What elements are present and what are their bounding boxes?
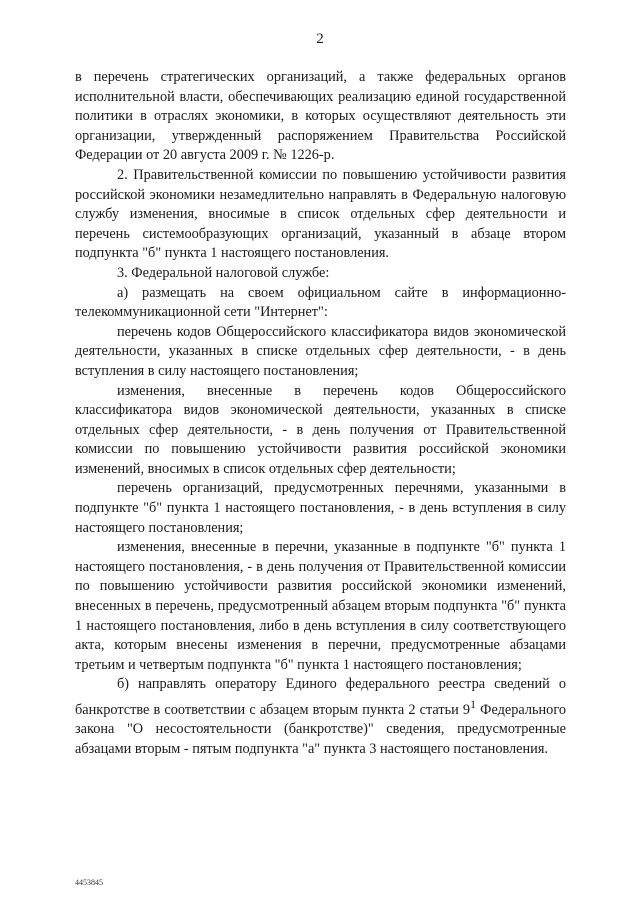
document-code: 4453845: [75, 878, 103, 887]
paragraph-subitem-b-bankruptcy-registry: [75, 675, 566, 759]
paragraph-item-2-government-commission: 2. Правительственной комиссии по повышению устойчивости развития российской экономики незамедлительно направлять в Федеральную налоговую службу изменения, вносимые в список отдельных сфер деятельности и перечень системообразующих организаций, указанный в абзаце втором подпункта "б" пункта 1 настоящего постановления.: [75, 166, 566, 262]
paragraph-subitem-a-publish: а) размещать на своем официальном сайте в информационно-телекоммуникационной сети "Интернет":: [75, 284, 566, 321]
paragraph-okved-codes-changes: изменения, внесенные в перечень кодов Общероссийского классификатора видов экономической деятельности, указанных в списке отдельных сфер деятельности, - в день получения от Правительственной комиссии по повышению устойчивости развития российской экономики изменений, вносимых в список отдельных сфер деятельности;: [75, 382, 566, 477]
paragraph-subitem-b-text-after: Федерального закона "О несостоятельности (банкротстве)" сведения, предусмотренные абзацами вторым - пятым подпункта "а" пункта 3 настоящего постановления.: [75, 701, 566, 757]
paragraph-organizations-list: перечень организаций, предусмотренных перечнями, указанными в подпункте "б" пункта 1 настоящего постановления, - в день вступления в силу настоящего постановления;: [75, 480, 566, 536]
paragraph-subitem-b-text-before: б) направлять оператору Единого федерального реестра сведений о банкротстве в соответствии с абзацем вторым пункта 2 статьи 9: [75, 676, 566, 718]
paragraph-okved-codes-list: перечень кодов Общероссийского классификатора видов экономической деятельности, указанных в списке отдельных сфер деятельности, - в день вступления в силу настоящего постановления;: [75, 323, 566, 379]
article-superscript: 1: [470, 697, 477, 711]
paragraph-strategic-list-continuation: в перечень стратегических организаций, а также федеральных органов исполнительной власти, обеспечивающих реализацию единой государственной политики в отраслях экономики, в которых осуществляют деятельность эти организации, утвержденный распоряжением Правительства Российской Федерации от 20 августа 2009 г. № 1226-р.: [75, 69, 566, 164]
paragraph-organizations-list-changes: изменения, внесенные в перечни, указанные в подпункте "б" пункта 1 настоящего постановления, - в день получения от Правительственной комиссии по повышению устойчивости развития российской экономики изменений, внесенных в перечень, предусмотренный абзацем вторым подпункта "б" пункта 1 настоящего постановления, либо в день вступления в силу соответствующего акта, которым внесены изменения в перечни, предусмотренные абзацами третьим и четвертым подпункта "б" пункта 1 настоящего постановления;: [75, 539, 566, 673]
document-body: [75, 68, 566, 760]
page-number: 2: [316, 31, 324, 47]
paragraph-item-3-tax-service: 3. Федеральной налоговой службе:: [117, 264, 330, 281]
